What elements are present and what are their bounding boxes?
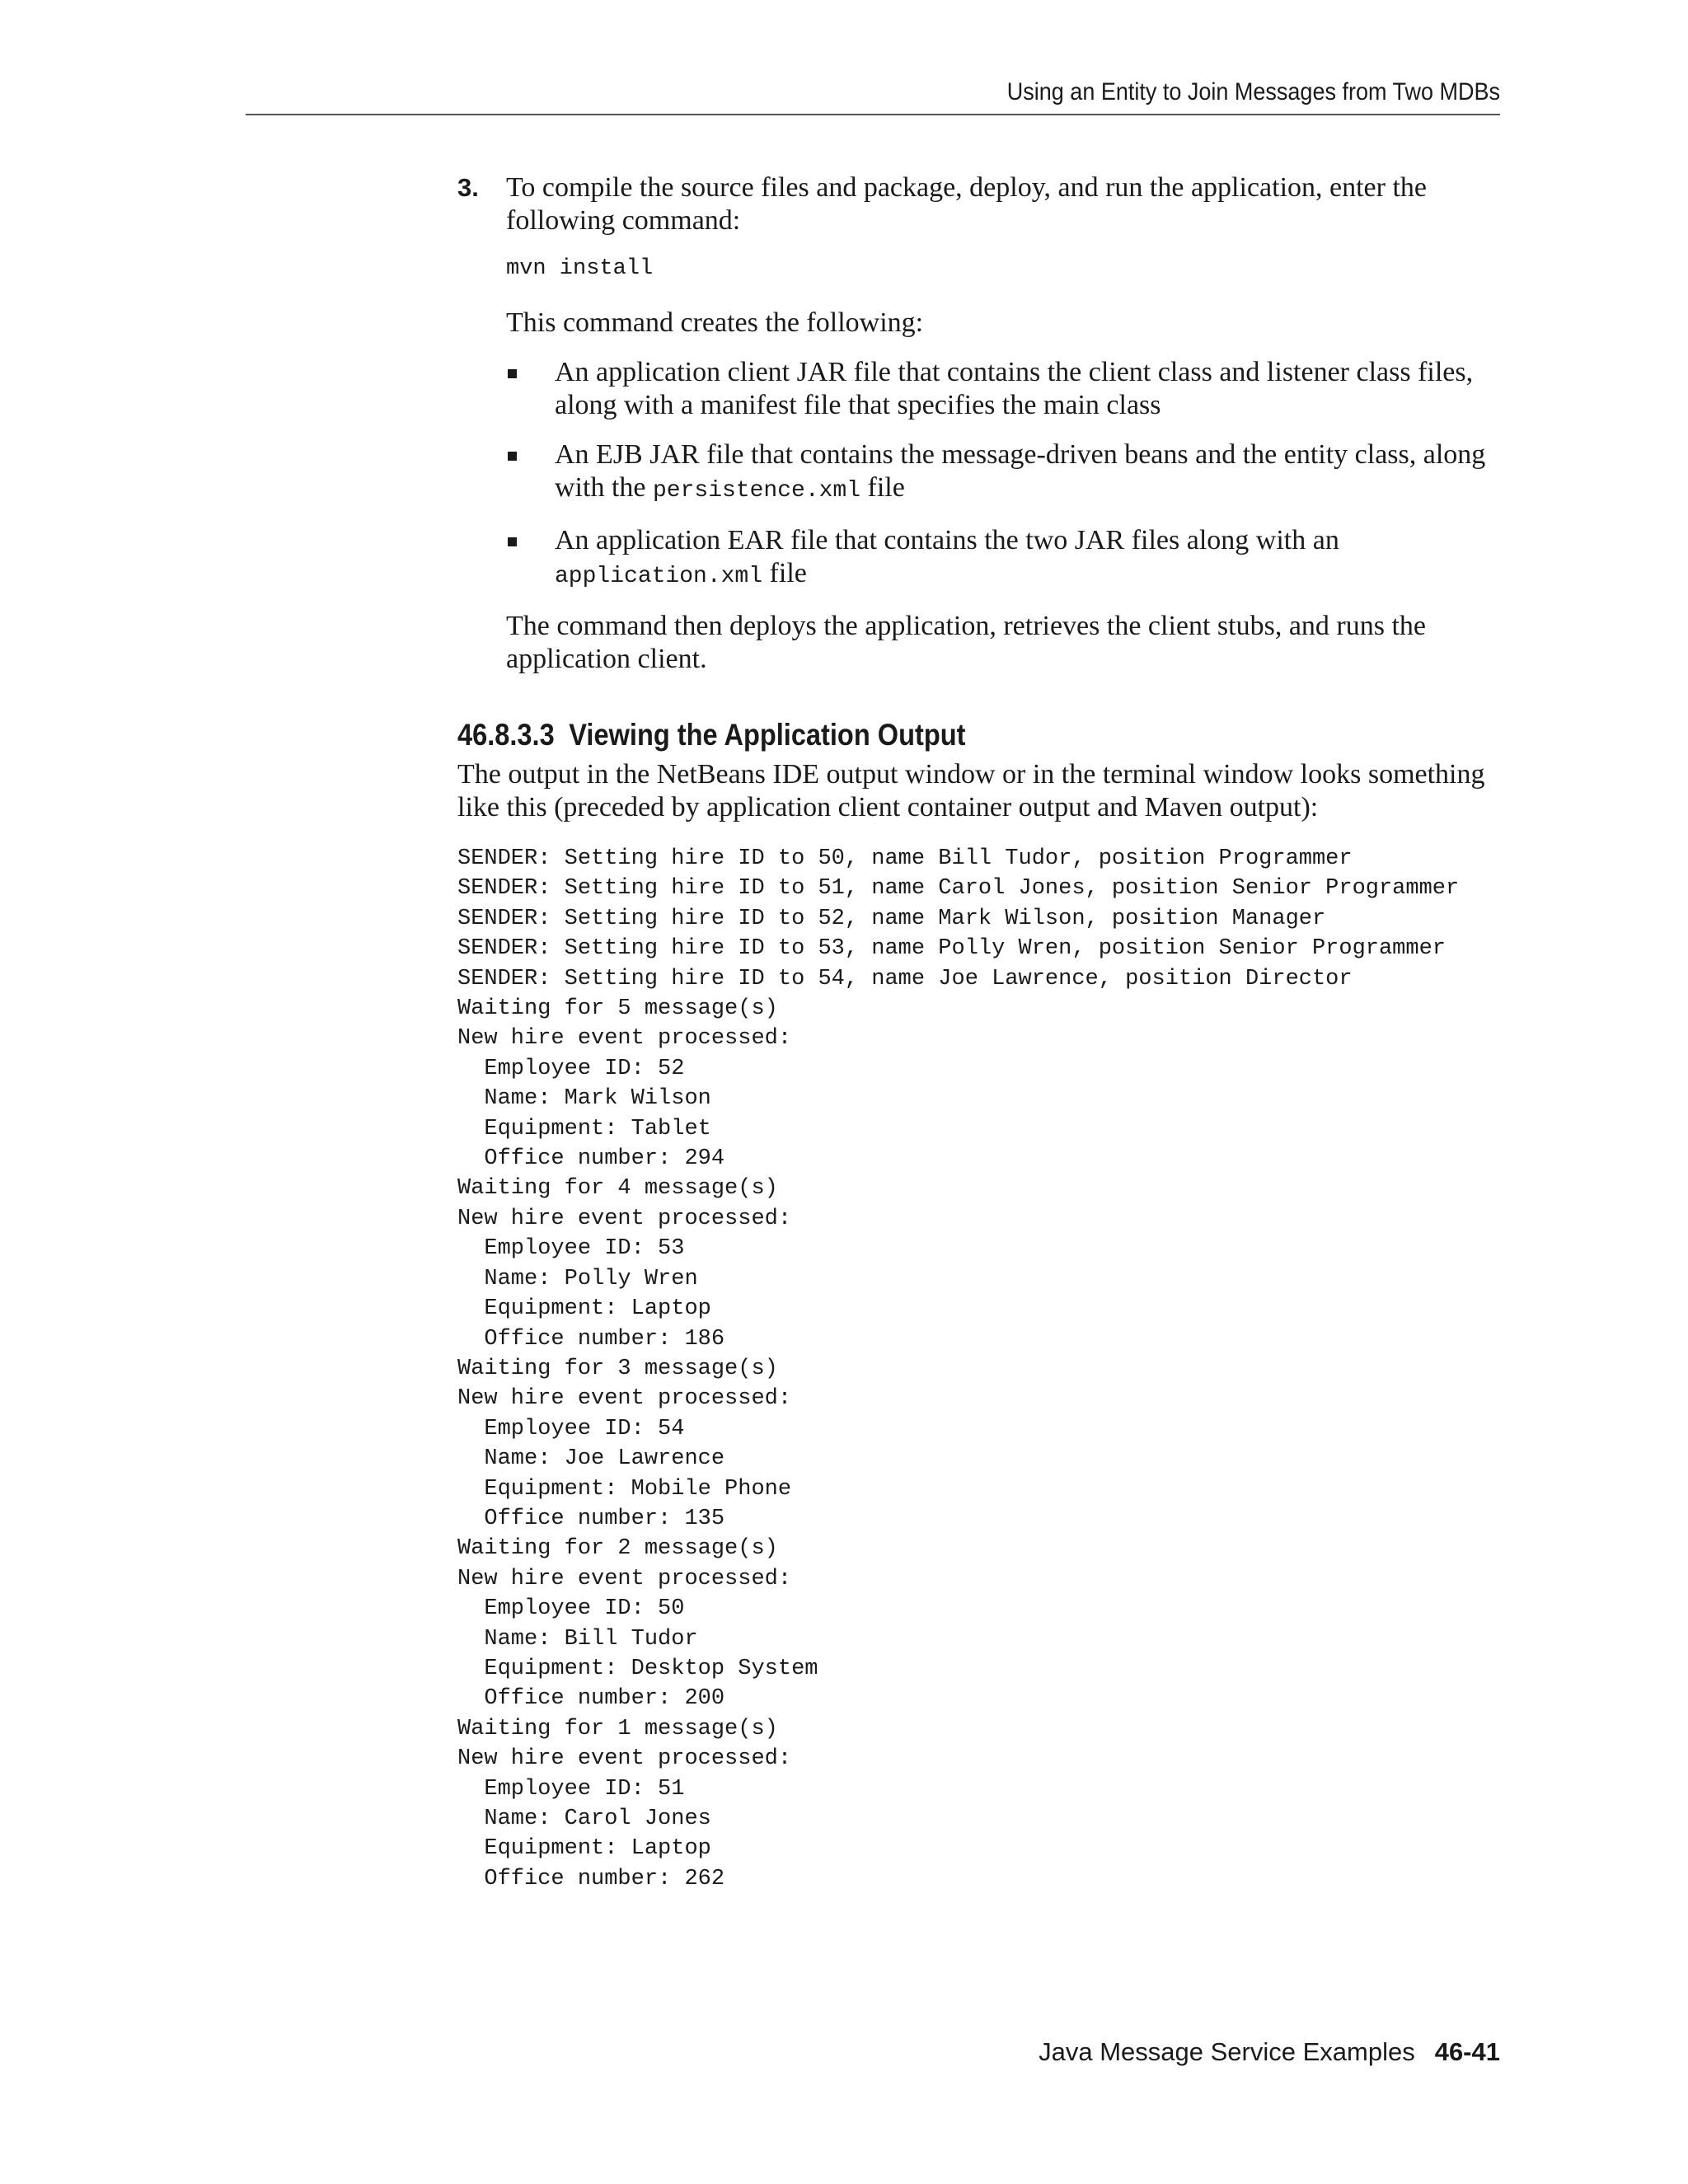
list-item-text: An application client JAR file that contains the client class and listener class files, along with a manifest file that specifies the main class — [555, 357, 1474, 420]
output-line: SENDER: Setting hire ID to 51, name Carol Jones, position Senior Programmer — [457, 876, 1460, 902]
step-3 — [457, 171, 1504, 676]
step-number: 3. — [457, 173, 479, 202]
list-item — [506, 524, 1504, 593]
output-line: Office number: 294 — [457, 1146, 725, 1172]
inline-code-filename: persistence.xml — [652, 478, 861, 504]
output-line: SENDER: Setting hire ID to 50, name Bill Tudor, position Programmer — [457, 846, 1353, 871]
page-number: 46-41 — [1434, 2037, 1500, 2066]
output-line: Employee ID: 53 — [457, 1236, 685, 1262]
output-line: Employee ID: 52 — [457, 1056, 685, 1081]
list-item-text: file — [762, 558, 807, 588]
output-line: Office number: 135 — [457, 1506, 725, 1531]
artifact-list — [506, 356, 1504, 593]
page-content — [457, 171, 1504, 1894]
output-line: New hire event processed: — [457, 1026, 792, 1052]
output-line: Waiting for 5 message(s) — [457, 996, 778, 1022]
creates-intro: This command creates the following: — [506, 307, 924, 338]
output-line: Waiting for 1 message(s) — [457, 1716, 778, 1741]
output-line: Name: Mark Wilson — [457, 1086, 711, 1112]
list-item — [506, 356, 1504, 422]
output-line: Employee ID: 50 — [457, 1596, 685, 1622]
output-line: Waiting for 3 message(s) — [457, 1356, 778, 1381]
section-intro: The output in the NetBeans IDE output window or in the terminal window looks something like this (preceded by application client container output and Maven output): — [457, 759, 1485, 823]
list-item-text: file — [860, 472, 905, 503]
output-line: Equipment: Desktop System — [457, 1656, 818, 1681]
output-line: Office number: 200 — [457, 1686, 725, 1712]
output-line: Equipment: Laptop — [457, 1296, 711, 1322]
output-line: New hire event processed: — [457, 1566, 792, 1591]
square-bullet-icon — [508, 452, 517, 461]
output-line: Equipment: Tablet — [457, 1116, 711, 1141]
output-line: Waiting for 4 message(s) — [457, 1176, 778, 1202]
square-bullet-icon — [508, 537, 517, 546]
output-line: New hire event processed: — [457, 1386, 792, 1412]
output-line: SENDER: Setting hire ID to 54, name Joe Lawrence, position Director — [457, 966, 1353, 991]
square-bullet-icon — [508, 369, 517, 378]
output-line: SENDER: Setting hire ID to 53, name Polly Wren, position Senior Programmer — [457, 936, 1446, 962]
section-number: 46.8.3.3 — [457, 718, 555, 752]
step-instruction: To compile the source files and package, deploy, and run the application, enter the following command: — [506, 172, 1428, 236]
output-line: Waiting for 2 message(s) — [457, 1536, 778, 1562]
list-item-text: An application EAR file that contains the two JAR files along with an — [555, 525, 1339, 555]
section-heading — [457, 717, 1379, 753]
footer-book-title: Java Message Service Examples — [1039, 2037, 1415, 2066]
output-line: Name: Polly Wren — [457, 1266, 698, 1291]
output-line: New hire event processed: — [457, 1206, 792, 1231]
closing-paragraph: The command then deploys the application, retrieves the client stubs, and runs the application client. — [506, 611, 1427, 674]
output-line: Name: Bill Tudor — [457, 1626, 698, 1652]
section-title: Viewing the Application Output — [569, 718, 966, 752]
page-footer — [246, 2036, 1500, 2069]
output-line: New hire event processed: — [457, 1746, 792, 1772]
running-header: Using an Entity to Join Messages from Two MDBs — [1006, 78, 1500, 105]
output-line: Employee ID: 54 — [457, 1416, 685, 1441]
inline-code-filename: application.xml — [555, 564, 763, 589]
output-line: SENDER: Setting hire ID to 52, name Mark Wilson, position Manager — [457, 906, 1326, 931]
output-line: Employee ID: 51 — [457, 1776, 685, 1802]
output-line: Office number: 186 — [457, 1326, 725, 1352]
command-code: mvn install — [506, 256, 654, 281]
output-line: Office number: 262 — [457, 1866, 725, 1891]
list-item-text: An EJB JAR file that contains the message-driven beans and the entity class, along with the — [555, 439, 1486, 503]
output-line: Name: Carol Jones — [457, 1807, 711, 1831]
list-item — [506, 438, 1504, 508]
header-rule — [246, 114, 1500, 115]
output-line: Equipment: Mobile Phone — [457, 1476, 792, 1502]
application-output-code — [457, 844, 1504, 1894]
output-line: Equipment: Laptop — [457, 1836, 711, 1862]
output-line: Name: Joe Lawrence — [457, 1446, 725, 1472]
